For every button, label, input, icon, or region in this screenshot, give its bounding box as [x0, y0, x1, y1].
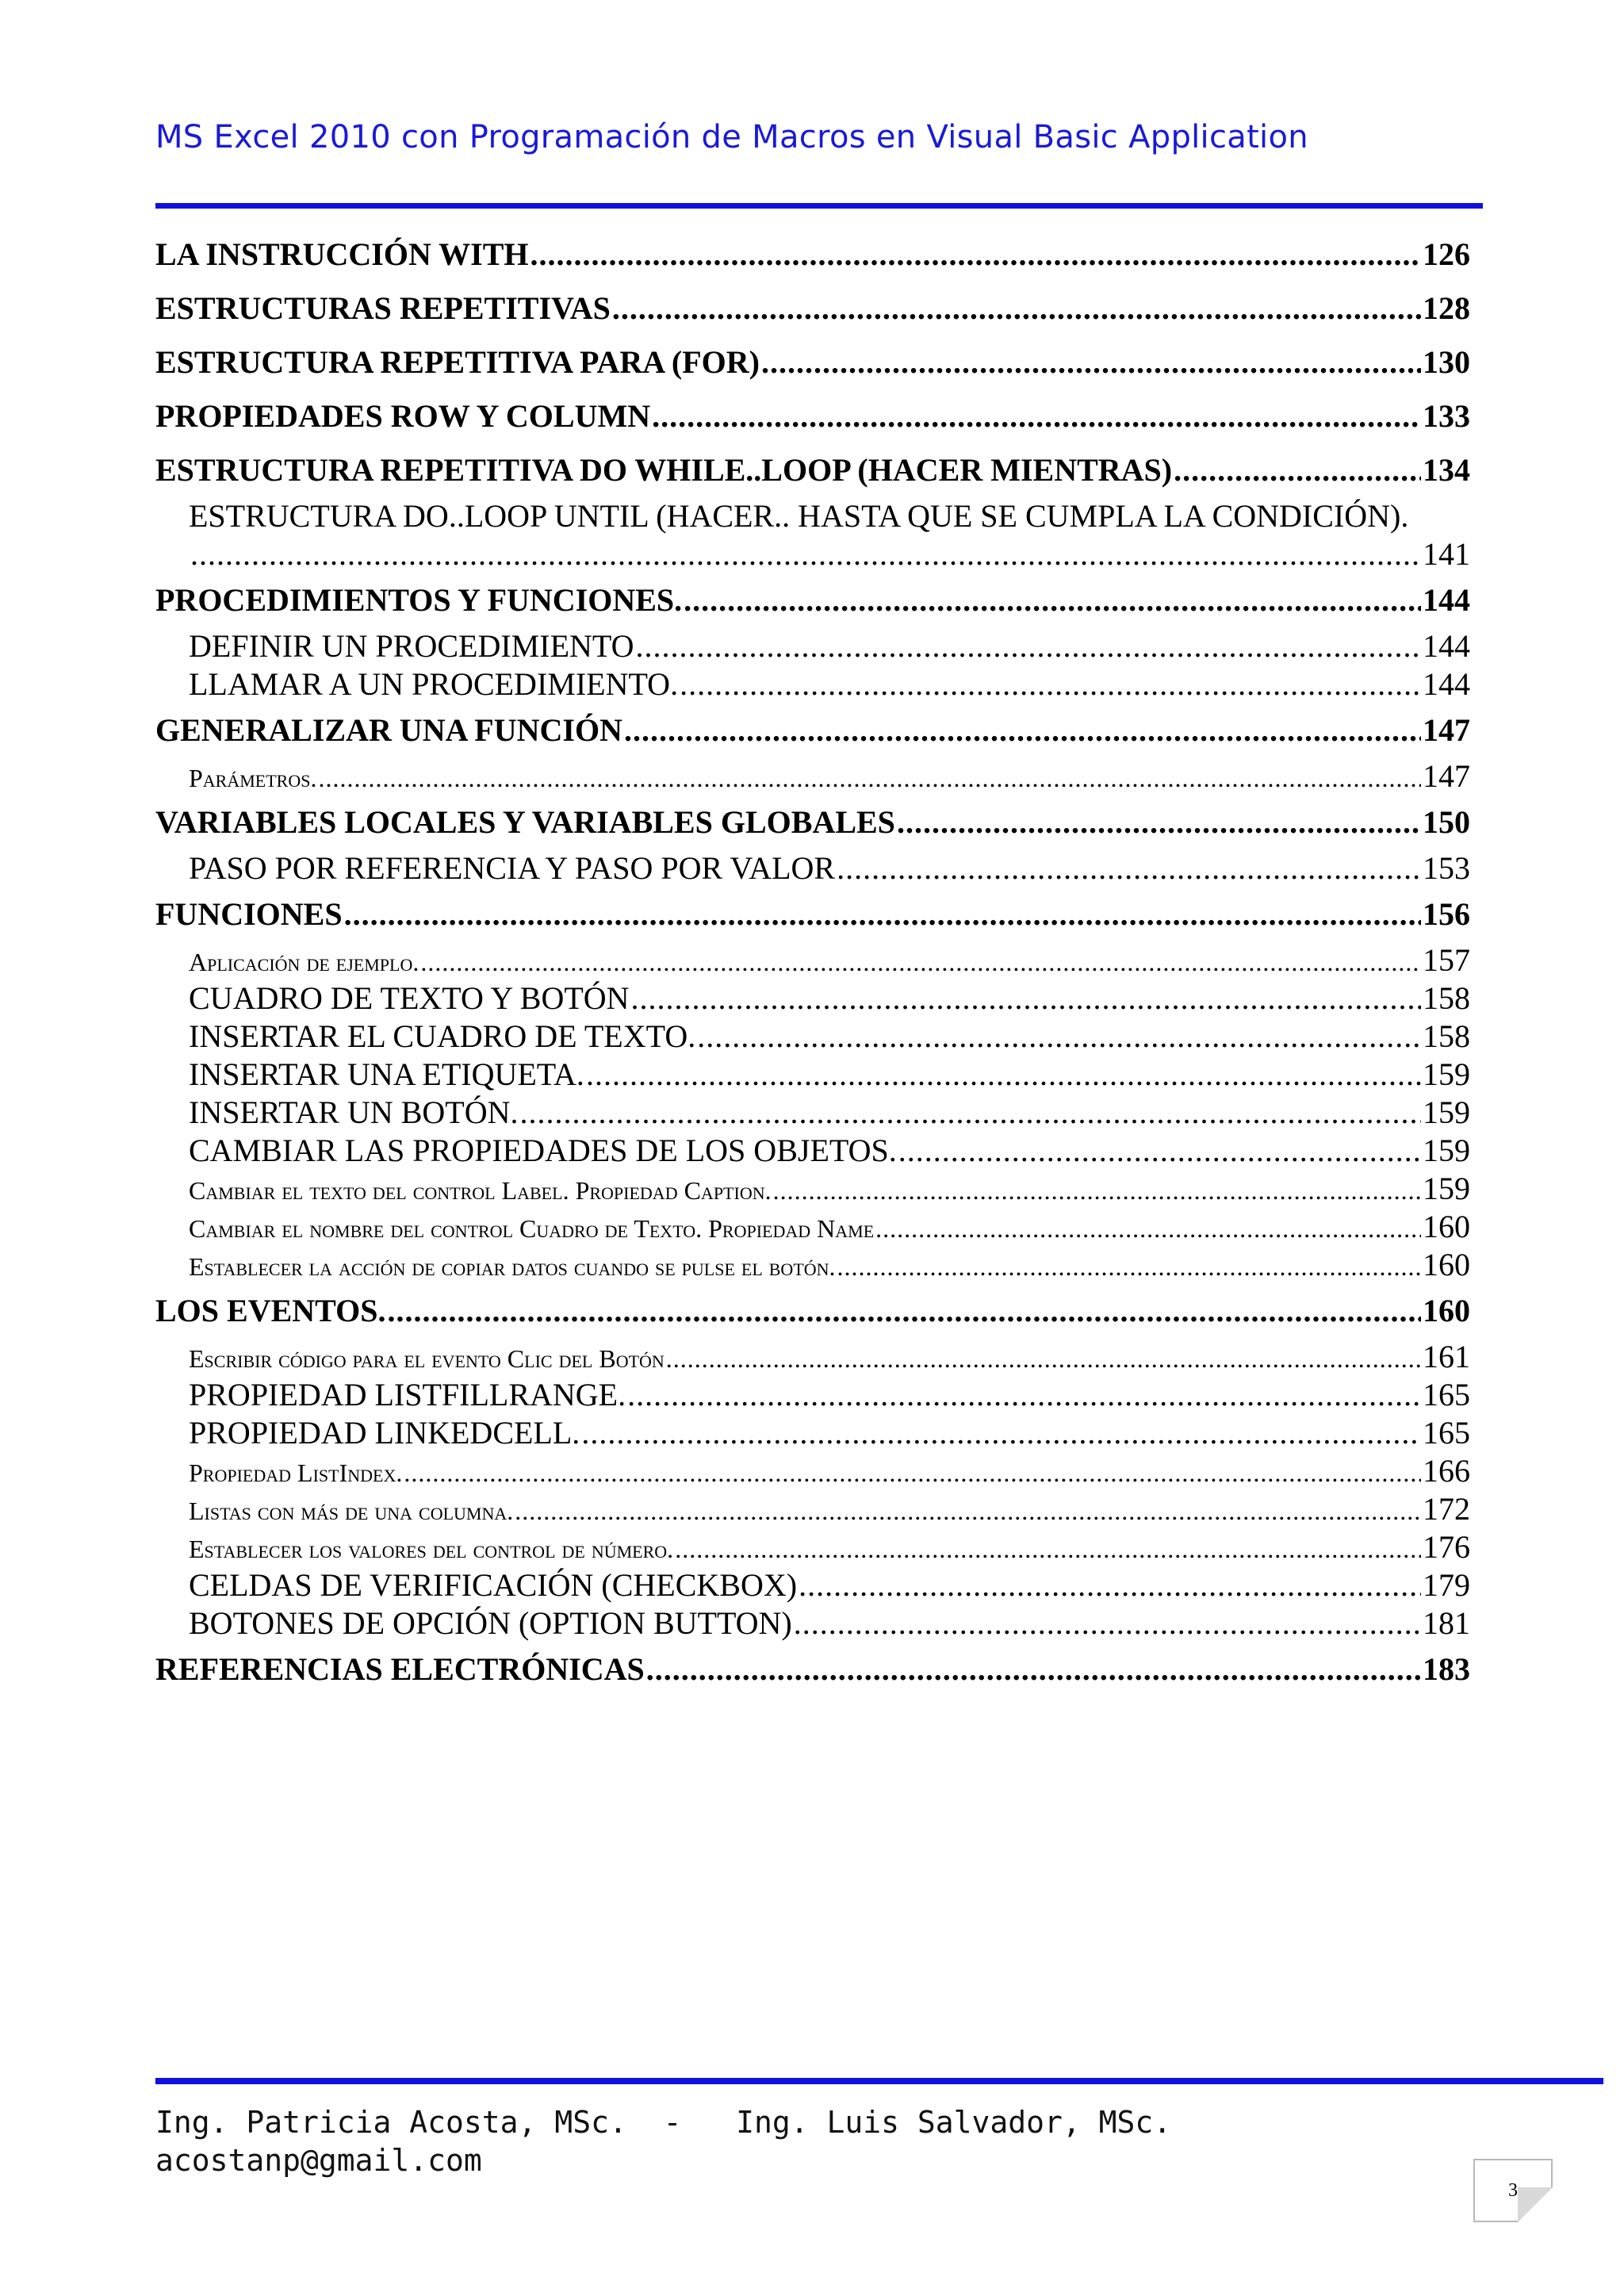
toc-entry-page: 160 — [1423, 1247, 1470, 1282]
toc-entry-page: 183 — [1423, 1651, 1470, 1687]
toc-entry-title: PROPIEDAD LISTFILLRANGE. — [189, 1377, 626, 1412]
toc-entry-page: 144 — [1423, 628, 1470, 664]
toc-leader-dots — [631, 979, 1421, 1018]
toc-leader-dots — [794, 1604, 1421, 1642]
toc-leader-dots — [318, 759, 1421, 797]
toc-leader-dots — [697, 1018, 1421, 1056]
toc-entry-page: 156 — [1423, 896, 1470, 932]
toc-entry[interactable] — [155, 1284, 1470, 1338]
toc-entry-page: 128 — [1423, 290, 1470, 326]
toc-entry-title: ESTRUCTURA REPETITIVA PARA (FOR) — [155, 344, 760, 380]
toc-leader-dots — [581, 1414, 1421, 1452]
toc-entry[interactable] — [155, 1170, 1470, 1208]
toc-leader-dots — [586, 1056, 1421, 1094]
table-of-contents — [155, 228, 1470, 1696]
toc-entry[interactable] — [155, 1490, 1470, 1528]
toc-leader-dots — [344, 887, 1421, 941]
toc-leader-dots — [635, 627, 1421, 665]
toc-entry-title: VARIABLES LOCALES Y VARIABLES GLOBALES — [155, 804, 895, 840]
toc-leader-dots — [627, 1376, 1421, 1414]
toc-entry[interactable] — [155, 757, 1470, 795]
page-curl-icon — [1518, 2187, 1553, 2222]
toc-entry[interactable] — [155, 795, 1470, 849]
toc-leader-dots — [646, 1642, 1421, 1696]
toc-entry-title: PASO POR REFERENCIA Y PASO POR VALOR — [189, 850, 836, 886]
toc-leader-dots — [875, 1209, 1421, 1248]
toc-entry-page: 158 — [1423, 980, 1470, 1016]
toc-entry-title: GENERALIZAR UNA FUNCIÓN — [155, 712, 622, 748]
toc-leader-dots — [680, 665, 1421, 703]
toc-entry-page: 161 — [1423, 1339, 1470, 1374]
toc-entry[interactable] — [155, 282, 1470, 335]
toc-entry-title: Cambiar el texto del control Label. Propiedad Caption. — [189, 1176, 772, 1205]
footer-rule — [155, 2078, 1603, 2084]
toc-leader-dots — [898, 1132, 1421, 1170]
toc-entry[interactable] — [155, 573, 1470, 627]
footer — [155, 2103, 1171, 2179]
toc-entry-page: 144 — [1423, 582, 1470, 618]
toc-entry-page: 126 — [1423, 236, 1470, 272]
toc-entry[interactable] — [155, 1018, 1470, 1056]
toc-entry[interactable] — [155, 1338, 1470, 1376]
toc-entry[interactable] — [155, 1246, 1470, 1284]
toc-entry-title: FUNCIONES — [155, 896, 343, 932]
toc-entry-page: 153 — [1423, 850, 1470, 886]
toc-leader-dots — [652, 389, 1421, 443]
toc-entry-title: BOTONES DE OPCIÓN (OPTION BUTTON) — [189, 1605, 792, 1641]
toc-entry-title: Establecer los valores del control de número. — [189, 1535, 674, 1563]
toc-entry[interactable] — [155, 1528, 1470, 1566]
toc-entry-page: 159 — [1423, 1056, 1470, 1092]
toc-leader-dots — [530, 228, 1422, 282]
toc-leader-dots — [897, 795, 1421, 849]
toc-entry[interactable] — [155, 627, 1470, 665]
toc-entry-title: CUADRO DE TEXTO Y BOTÓN — [189, 980, 630, 1016]
toc-entry-title: LOS EVENTOS. — [155, 1293, 386, 1328]
toc-entry[interactable] — [155, 665, 1470, 703]
toc-entry-title: Parámetros. — [189, 764, 317, 792]
toc-entry-page: 165 — [1423, 1377, 1470, 1412]
toc-entry-title: CAMBIAR LAS PROPIEDADES DE LOS OBJETOS. — [189, 1133, 897, 1168]
toc-entry[interactable] — [155, 1056, 1470, 1094]
toc-entry-page: 165 — [1423, 1415, 1470, 1451]
toc-leader-dots — [420, 943, 1421, 981]
footer-email: acostanp@gmail.com — [155, 2143, 482, 2178]
toc-entry[interactable] — [155, 1208, 1470, 1246]
toc-entry-title: Listas con más de una columna. — [189, 1497, 514, 1525]
toc-leader-dots — [515, 1492, 1421, 1530]
toc-entry-title: INSERTAR UNA ETIQUETA. — [189, 1056, 584, 1092]
toc-entry[interactable] — [155, 979, 1470, 1018]
toc-entry-page: 141 — [1423, 536, 1470, 572]
toc-entry-page: 157 — [1423, 942, 1470, 978]
footer-authors: Ing. Patricia Acosta, MSc. - Ing. Luis Salvador, MSc. — [155, 2105, 1172, 2140]
toc-entry-page: 159 — [1423, 1094, 1470, 1130]
toc-entry-page: 181 — [1423, 1605, 1470, 1641]
toc-leader-dots — [190, 535, 1421, 573]
toc-leader-dots — [1174, 443, 1421, 497]
toc-entry[interactable] — [155, 228, 1470, 282]
document-header-title: MS Excel 2010 con Programación de Macros en Visual Basic Application — [155, 119, 1308, 155]
toc-entry[interactable] — [155, 849, 1470, 887]
toc-entry[interactable] — [155, 389, 1470, 443]
toc-entry-page: 147 — [1423, 712, 1470, 748]
toc-leader-dots — [684, 573, 1421, 627]
toc-entry[interactable] — [155, 1414, 1470, 1452]
toc-entry[interactable] — [155, 703, 1470, 757]
toc-entry-title: INSERTAR EL CUADRO DE TEXTO. — [189, 1018, 696, 1054]
toc-entry[interactable] — [155, 1604, 1470, 1642]
toc-entry-page: 133 — [1423, 398, 1470, 434]
toc-entry-title: DEFINIR UN PROCEDIMIENTO — [189, 628, 634, 664]
toc-leader-dots — [761, 335, 1421, 389]
toc-entry-page: 150 — [1423, 804, 1470, 840]
toc-entry-title: Establecer la acción de copiar datos cuando se pulse el botón. — [189, 1252, 836, 1281]
toc-leader-dots — [520, 1094, 1421, 1132]
toc-entry-page: 160 — [1423, 1293, 1470, 1328]
toc-entry[interactable] — [155, 941, 1470, 979]
toc-entry[interactable] — [155, 1094, 1470, 1132]
toc-entry[interactable] — [155, 335, 1470, 389]
toc-entry[interactable] — [155, 443, 1470, 497]
toc-entry-title: LA INSTRUCCIÓN WITH — [155, 236, 529, 272]
toc-entry[interactable] — [155, 1452, 1470, 1490]
toc-entry-page: 147 — [1423, 758, 1470, 794]
toc-leader-dots — [666, 1340, 1421, 1378]
toc-entry-title: ESTRUCTURA REPETITIVA DO WHILE..LOOP (HACER MIENTRAS) — [155, 452, 1173, 488]
page-number-box — [1473, 2159, 1553, 2222]
toc-entry-page: 176 — [1423, 1529, 1470, 1565]
toc-leader-dots — [675, 1530, 1421, 1568]
toc-entry[interactable] — [155, 1642, 1470, 1696]
toc-entry-title: Aplicación de ejemplo. — [189, 948, 419, 976]
page-number: 3 — [1508, 2179, 1518, 2201]
toc-entry-title: REFERENCIAS ELECTRÓNICAS — [155, 1651, 645, 1687]
toc-entry[interactable] — [155, 497, 1470, 573]
toc-entry-page: 144 — [1423, 666, 1470, 702]
toc-entry-title: ESTRUCTURAS REPETITIVAS — [155, 290, 611, 326]
toc-leader-dots — [837, 849, 1421, 887]
toc-entry-title: INSERTAR UN BOTÓN. — [189, 1094, 519, 1130]
toc-leader-dots — [404, 1454, 1421, 1492]
toc-entry-title: CELDAS DE VERIFICACIÓN (CHECKBOX) — [189, 1567, 798, 1603]
toc-entry-title: Propiedad ListIndex. — [189, 1458, 403, 1487]
toc-entry-title: Cambiar el nombre del control Cuadro de Texto. Propiedad Name — [189, 1214, 875, 1243]
toc-entry-page: 179 — [1423, 1567, 1470, 1603]
toc-entry-page: 134 — [1423, 452, 1470, 488]
toc-leader-dots — [388, 1284, 1422, 1338]
header-rule — [155, 203, 1483, 209]
toc-entry-title: LLAMAR A UN PROCEDIMIENTO. — [189, 666, 679, 702]
toc-entry-title: Escribir código para el evento Clic del Botón — [189, 1344, 665, 1373]
toc-entry[interactable] — [155, 1132, 1470, 1170]
toc-leader-dots — [624, 703, 1421, 757]
toc-entry[interactable] — [155, 1566, 1470, 1604]
toc-entry-title: PROPIEDADES ROW Y COLUMN — [155, 398, 651, 434]
toc-leader-dots — [612, 282, 1421, 335]
toc-entry-page: 158 — [1423, 1018, 1470, 1054]
toc-leader-dots — [837, 1248, 1421, 1286]
toc-leader-dots — [773, 1171, 1421, 1209]
toc-entry[interactable] — [155, 887, 1470, 941]
toc-entry-page: 159 — [1423, 1133, 1470, 1168]
toc-entry-page: 172 — [1423, 1491, 1470, 1527]
toc-entry-page: 159 — [1423, 1171, 1470, 1206]
toc-entry-title: ESTRUCTURA DO..LOOP UNTIL (HACER.. HASTA QUE SE CUMPLA LA CONDICIÓN). — [189, 498, 1409, 534]
toc-entry-page: 160 — [1423, 1209, 1470, 1244]
toc-entry-title: PROCEDIMIENTOS Y FUNCIONES. — [155, 582, 683, 618]
toc-entry[interactable] — [155, 1376, 1470, 1414]
toc-entry-page: 130 — [1423, 344, 1470, 380]
toc-entry-title: PROPIEDAD LINKEDCELL. — [189, 1415, 580, 1451]
toc-leader-dots — [799, 1566, 1421, 1604]
toc-entry-page: 166 — [1423, 1453, 1470, 1489]
